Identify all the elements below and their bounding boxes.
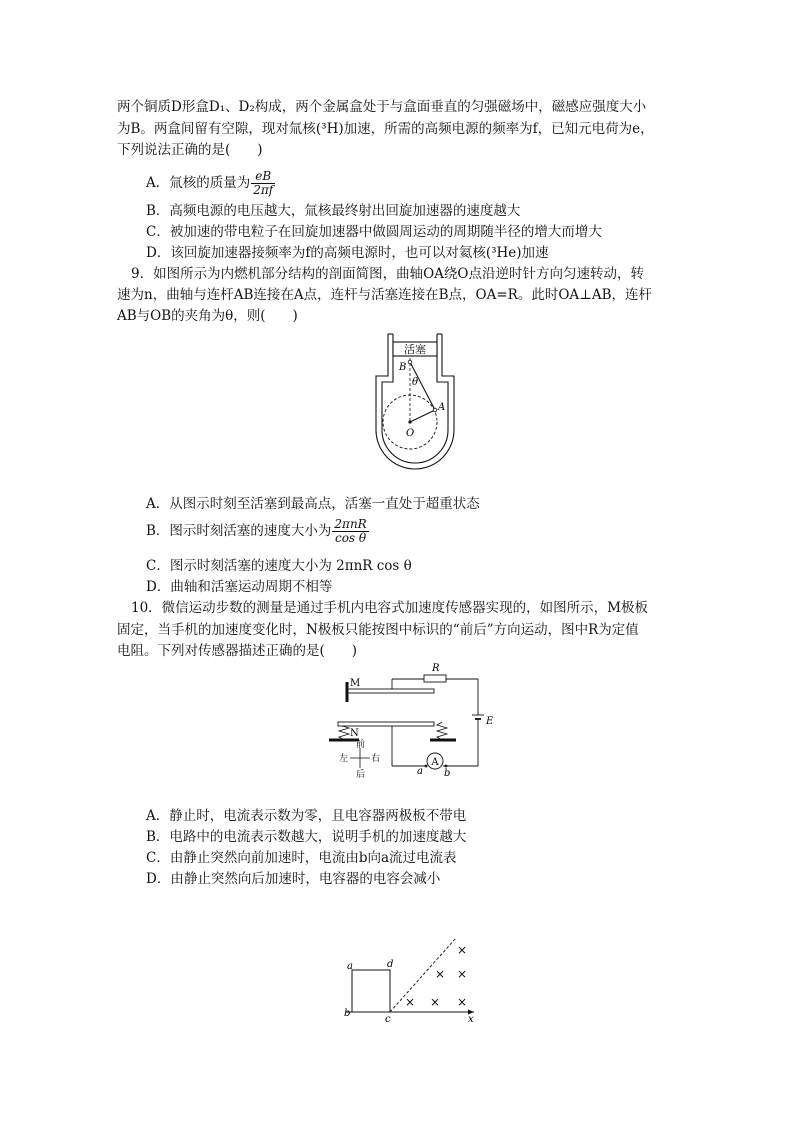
q8-option-a-numerator: eB bbox=[251, 170, 275, 184]
loop-field-diagram bbox=[338, 932, 482, 1024]
q8-option-d: D．该回旋加速器接频率为f的高频电源时，也可以对氦核(³He)加速 bbox=[146, 245, 549, 261]
point-b-label: B bbox=[399, 362, 407, 373]
q10-stem-line2: 固定，当手机的加速度变化时，N极板只能按图中标识的“前后”方向运动，图中R为定值 bbox=[117, 622, 639, 638]
q9-option-a: A．从图示时刻至活塞到最高点，活塞一直处于超重状态 bbox=[146, 496, 480, 512]
resistor-label: R bbox=[432, 663, 440, 674]
direction-back: 后 bbox=[356, 770, 366, 780]
point-o-label: O bbox=[406, 428, 415, 439]
q8-option-a-text: A．氚核的质量为 bbox=[146, 175, 251, 191]
plate-n bbox=[338, 722, 434, 726]
q9-stem-line2: 速为n，曲轴与连杆AB连接在A点，连杆与活塞连接在B点，OA=R。此时OA⊥AB，连杆 bbox=[117, 287, 653, 303]
point-a-label: A bbox=[438, 402, 446, 413]
square-loop bbox=[352, 970, 390, 1012]
capacitor-sensor-diagram bbox=[326, 660, 502, 780]
q10-stem-line3: 电阻。下列对传感器描述正确的是( ) bbox=[117, 643, 358, 659]
ammeter-label: A bbox=[431, 757, 439, 768]
q9-option-d: D．曲轴和活塞运动周期不相等 bbox=[146, 579, 333, 595]
q10-option-b: B．电路中的电流表示数越大，说明手机的加速度越大 bbox=[146, 829, 467, 845]
plate-n-label: N bbox=[350, 728, 359, 739]
q8-intro-line1: 两个铜质D形盒D₁、D₂构成，两个金属盒处于与盒面垂直的匀强磁场中，磁感应强度大小 bbox=[117, 99, 647, 115]
q10-option-d: D．由静止突然向后加速时，电容器的电容会减小 bbox=[146, 871, 441, 887]
resistor-r bbox=[424, 675, 446, 682]
q9-option-b-text: B．图示时刻活塞的速度大小为 bbox=[146, 523, 332, 539]
q9-stem-line1: 9．如图所示为内燃机部分结构的剖面简图，曲轴OA绕O点沿逆时针方向匀速转动，转 bbox=[131, 266, 644, 282]
terminal-a-label: a bbox=[417, 766, 423, 777]
corner-d-label: d bbox=[387, 959, 394, 970]
corner-c-label: c bbox=[385, 1014, 391, 1024]
battery-label: E bbox=[486, 716, 494, 727]
field-cross: × bbox=[434, 967, 446, 981]
corner-a-label: a bbox=[347, 961, 353, 972]
field-cross: × bbox=[456, 967, 468, 981]
piston-label: 活塞 bbox=[404, 343, 426, 356]
field-cross: × bbox=[429, 995, 441, 1009]
q9-option-b bbox=[146, 516, 369, 546]
q9-stem-line3: AB与OB的夹角为θ，则( ) bbox=[117, 308, 298, 324]
direction-right: 右 bbox=[371, 754, 381, 764]
field-cross: × bbox=[456, 995, 468, 1009]
q9-option-b-denominator: cos θ bbox=[334, 531, 367, 545]
field-boundary bbox=[390, 938, 456, 1012]
q8-intro-line3: 下列说法正确的是( ) bbox=[117, 142, 263, 158]
corner-b-label: b bbox=[344, 1008, 351, 1019]
direction-left: 左 bbox=[339, 754, 349, 764]
q8-intro-line2: 为B。两盒间留有空隙，现对氚核(³H)加速，所需的高频电源的频率为f，已知元电荷为e， bbox=[117, 121, 654, 137]
q8-option-a bbox=[146, 168, 275, 198]
crank-arm bbox=[410, 410, 435, 422]
q10-option-a: A．静止时，电流表示数为零，且电容器两极板不带电 bbox=[146, 808, 467, 824]
engine-diagram bbox=[360, 332, 470, 478]
plate-m-label: M bbox=[350, 678, 361, 689]
x-axis-label: x bbox=[468, 1014, 474, 1024]
q9-option-b-fraction bbox=[332, 518, 368, 545]
q8-option-c: C．被加速的带电粒子在回旋加速器中做圆周运动的周期随半径的增大而增大 bbox=[146, 224, 602, 240]
q9-option-c: C．图示时刻活塞的速度大小为 2πnR cos θ bbox=[146, 558, 412, 574]
plate-m bbox=[348, 689, 434, 693]
direction-front: 前 bbox=[356, 740, 366, 750]
q8-option-a-denominator: 2πf bbox=[253, 183, 274, 197]
magnetic-field-crosses bbox=[405, 943, 467, 1009]
q10-stem-line1: 10．微信运动步数的测量是通过手机内电容式加速度传感器实现的，如图所示，M极板 bbox=[131, 600, 649, 616]
q10-option-c: C．由静止突然向前加速时，电流由b向a流过电流表 bbox=[146, 850, 457, 866]
terminal-b-label: b bbox=[444, 768, 451, 779]
field-cross: × bbox=[404, 995, 416, 1009]
q8-option-b: B．高频电源的电压越大，氚核最终射出回旋加速器的速度越大 bbox=[146, 203, 521, 219]
q9-option-b-numerator: 2πnR bbox=[334, 517, 367, 531]
field-cross: × bbox=[456, 943, 468, 957]
q8-option-a-fraction bbox=[251, 170, 275, 197]
theta-label: θ bbox=[412, 377, 419, 388]
right-spring bbox=[437, 722, 447, 740]
